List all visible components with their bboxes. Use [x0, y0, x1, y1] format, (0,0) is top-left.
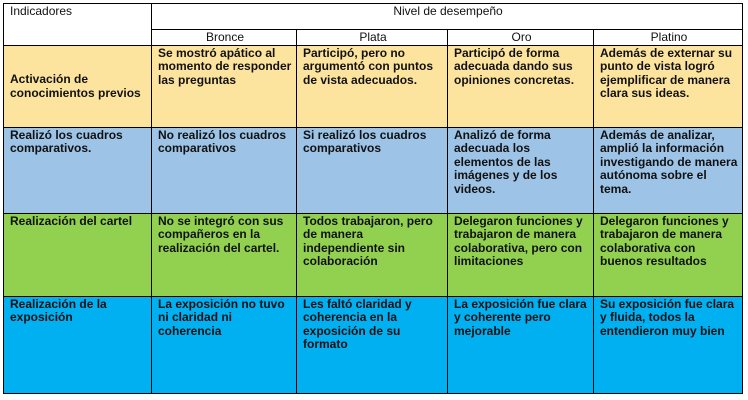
cell-oro: Analizó de forma adecuada los elementos de las imágenes y de los videos.: [448, 127, 594, 213]
level-oro: Oro: [448, 30, 594, 46]
cell-plata: Todos trabajaron, pero de manera independiente sin colaboración: [297, 213, 448, 296]
table-row: [4, 45, 743, 127]
cell-plata: Participó, pero no argumentó con puntos de vista adecuados.: [297, 45, 448, 127]
cell-oro: Delegaron funciones y trabajaron de manera colaborativa, pero con limitaciones: [448, 213, 594, 296]
cell-plata: Si realizó los cuadros comparativos: [297, 127, 448, 213]
table-row: [4, 296, 743, 393]
cell-platino: Su exposición fue clara y fluida, todos la entendieron muy bien: [594, 296, 743, 393]
indicator-cuadros: Realizó los cuadros comparativos.: [4, 127, 152, 213]
cell-plata: Les faltó claridad y coherencia en la exposición de su formato: [297, 296, 448, 393]
cell-bronce: La exposición no tuvo ni claridad ni coherencia: [152, 296, 297, 393]
level-platino: Platino: [594, 30, 743, 46]
level-header: Nivel de desempeño: [152, 4, 743, 30]
level-bronce: Bronce: [152, 30, 297, 46]
indicators-header: Indicadores: [4, 4, 152, 46]
cell-bronce: Se mostró apático al momento de responder las preguntas: [152, 45, 297, 127]
cell-platino: Además de analizar, amplió la información investigando de manera autónoma sobre el tema.: [594, 127, 743, 213]
cell-oro: La exposición fue clara y coherente pero mejorable: [448, 296, 594, 393]
cell-oro: Participó de forma adecuada dando sus opiniones concretas.: [448, 45, 594, 127]
indicator-activacion: Activación de conocimientos previos: [4, 45, 152, 127]
header-row: [4, 4, 743, 30]
indicator-exposicion: Realización de la exposición: [4, 296, 152, 393]
table-row: [4, 213, 743, 296]
level-plata: Plata: [297, 30, 448, 46]
indicator-cartel: Realización del cartel: [4, 213, 152, 296]
cell-platino: Delegaron funciones y trabajaron de manera colaborativa con buenos resultados: [594, 213, 743, 296]
rubric-table: [3, 3, 743, 394]
cell-bronce: No realizó los cuadros comparativos: [152, 127, 297, 213]
cell-bronce: No se integró con sus compañeros en la realización del cartel.: [152, 213, 297, 296]
table-row: [4, 127, 743, 213]
cell-platino: Además de externar su punto de vista logró ejemplificar de manera clara sus ideas.: [594, 45, 743, 127]
